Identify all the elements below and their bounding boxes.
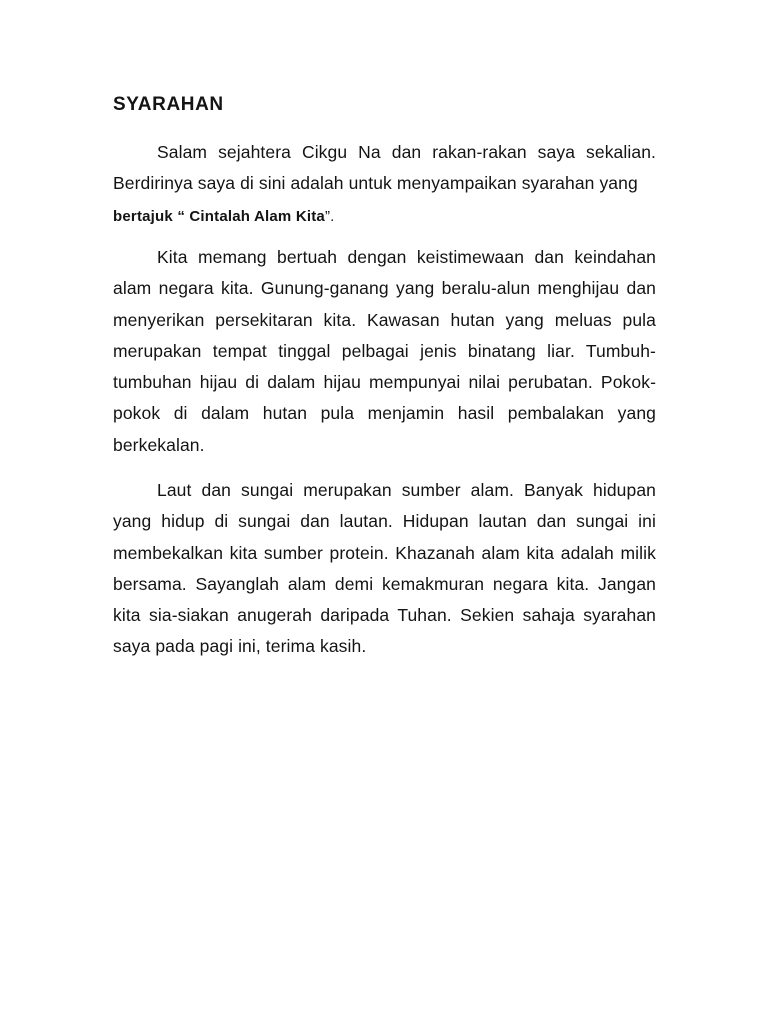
paragraph-sea-and-river: Laut dan sungai merupakan sumber alam. Banyak hidupan yang hidup di sungai dan lautan. Hidupan lautan dan sungai ini membekalkan kita sumber protein. Khazanah alam kita adalah milik bersama. Sayanglah alam demi kemakmuran negara kita. Jangan kita sia-siakan anugerah daripada Tuhan. Sekien sahaja syarahan saya pada pagi ini, terima kasih.	[113, 480, 656, 657]
speech-topic-text: bertajuk “ Cintalah Alam Kita	[113, 207, 325, 225]
document-title: SYARAHAN	[113, 94, 224, 115]
speech-topic	[113, 208, 335, 225]
opening-text: Salam sejahtera Cikgu Na dan rakan-rakan saya sekalian. Berdirinya saya di sini adalah untuk menyampaikan syarahan yang	[113, 142, 656, 194]
paragraph-nature-beauty: Kita memang bertuah dengan keistimewaan dan keindahan alam negara kita. Gunung-ganang yang beralu-alun menghijau dan menyerikan persekitaran kita. Kawasan hutan yang meluas pula merupakan tempat tinggal pelbagai jenis binatang liar. Tumbuh-tumbuhan hijau di dalam hijau mempunyai nilai perubatan. Pokok-pokok di dalam hutan pula menjamin hasil pembalakan yang berkekalan.	[113, 247, 656, 455]
paragraph-opening	[113, 137, 656, 232]
speech-topic-closing: ”.	[324, 207, 335, 225]
